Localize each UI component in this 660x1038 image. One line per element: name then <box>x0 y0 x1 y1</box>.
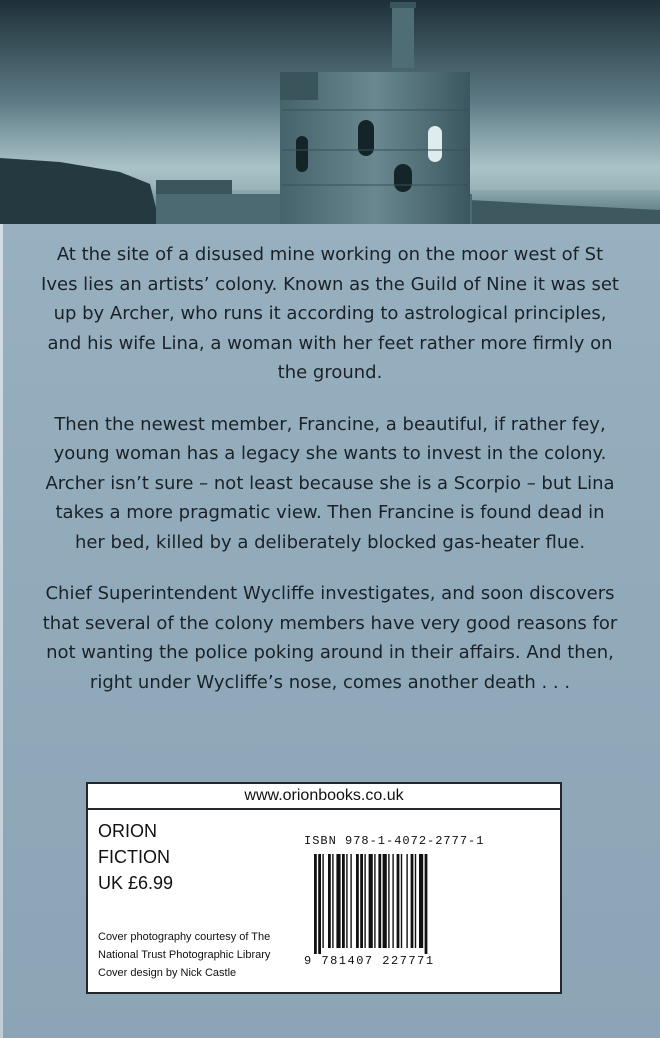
credit-line-2: National Trust Photographic Library <box>98 949 271 961</box>
credit-line-3: Cover design by Nick Castle <box>98 967 237 979</box>
publisher-name: ORION <box>98 821 158 841</box>
barcode-digits: 9 781407 227771 <box>304 954 435 966</box>
genre-label: FICTION <box>98 847 170 867</box>
blurb-paragraph-3: Chief Superintendent Wycliffe investigates, and soon discovers that several of the colony members have very good reasons for not wanting the police poking around in their affairs. And then, right under Wycliffe’s nose, comes another death . . . <box>42 583 618 693</box>
blurb-paragraph-2: Then the newest member, Francine, a beautiful, if rather fey, young woman has a legacy she wants to invest in the colony. Archer isn’t sure – not least because she is a Scorpio – but Lina takes a more pragmatic view. Then Francine is found dead in her bed, killed by a deliberately blocked gas-heater flue. <box>45 413 615 553</box>
mine-ruin-photo <box>0 0 660 224</box>
barcode <box>304 854 476 966</box>
blurb-paragraph-1: At the site of a disused mine working on the moor west of St Ives lies an artists’ colony. Known as the Guild of Nine it was set up by Archer, who runs it according to astrological principles, and his wife Lina, a woman with her feet rather more firmly on the ground. <box>41 244 619 383</box>
price-label: UK £6.99 <box>98 873 174 893</box>
blurb-text <box>40 240 620 719</box>
cover-credits <box>98 928 298 982</box>
credit-line-1: Cover photography courtesy of The <box>98 931 271 943</box>
publisher-block <box>98 818 173 896</box>
website-url: www.orionbooks.co.uk <box>88 784 560 810</box>
publisher-info-box <box>86 782 562 994</box>
isbn-label: ISBN 978-1-4072-2777-1 <box>304 834 485 848</box>
